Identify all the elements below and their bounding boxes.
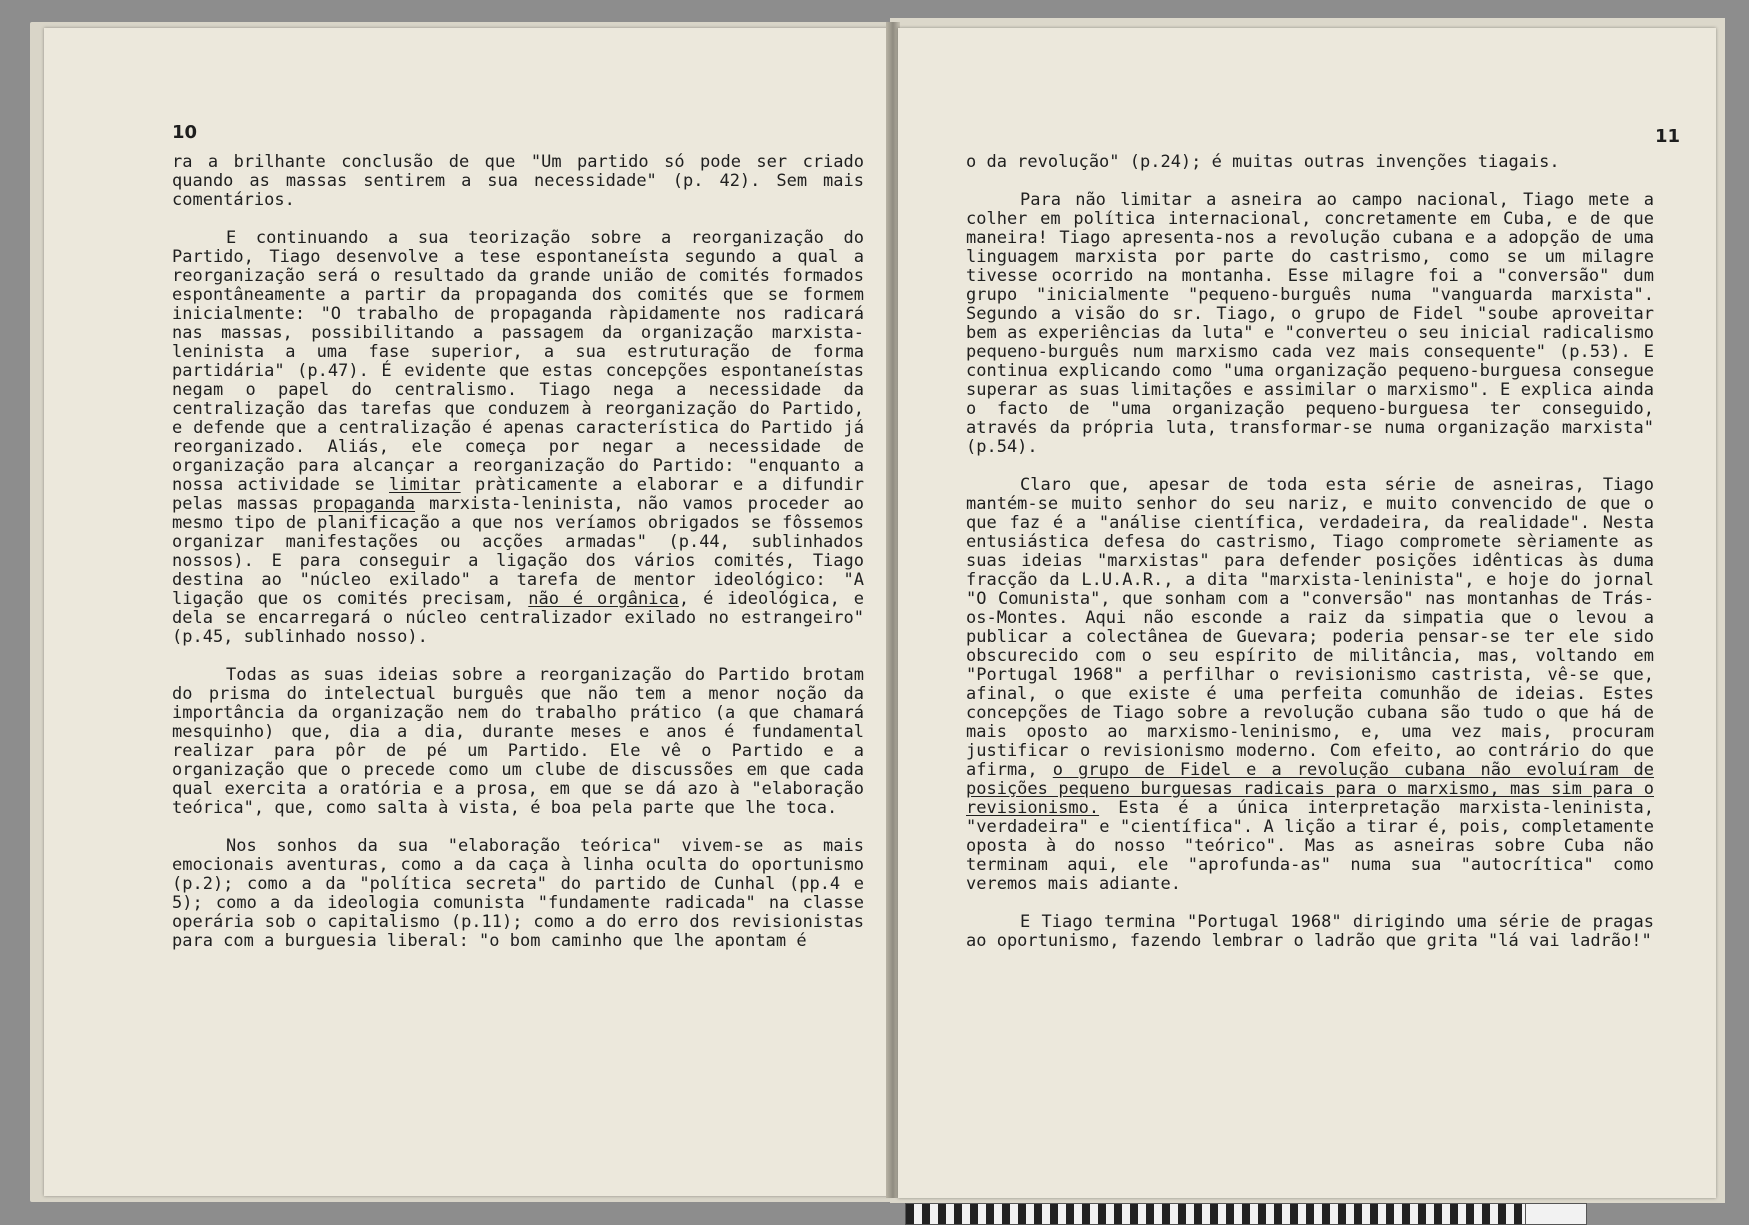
text-run: Todas as suas ideias sobre a reorganização do Partido brotam do prisma do intelectual burguês que não tem a menor noção da importância da organização nem do trabalho prático (a que chamará mesquinho) que, dia a dia, durante meses e anos é fundamental realizar para pôr de pé um Partido. Ele vê o Partido e a organização que o precede como um clube de discussões em que cada qual exercita a oratória e a prosa, em que se dá azo à "elaboração teórica", que, como salta à vista, é boa pela parte que lhe toca. [172,665,864,818]
left-page [44,28,892,1196]
text-run: Para não limitar a asneira ao campo nacional, Tiago mete a colher em política internacional, concretamente em Cuba, e de que maneira! Tiago apresenta-nos a revolução cubana e a adopção de uma linguagem marxista por parte do castrismo, como se um milagre tivesse ocorrido na montanha. Esse milagre foi a "conversão" dum grupo "inicialmente "pequeno-burguês numa "vanguarda marxista". Segundo a visão do sr. Tiago, o grupo de Fidel "soube aproveitar bem as experiências da luta" e "converteu o seu inicial radicalismo pequeno-burguês num marxismo cada vez mais consequente" (p.53). E continua explicando como "uma organização pequeno-burguesa consegue superar as suas limitações e assimilar o marxismo". E explica ainda o facto de "uma organização pequeno-burguesa ter conseguido, através da própria luta, transformar-se numa organização marxista" (p.54). [966,190,1654,457]
underlined-text: limitar [389,475,461,495]
page-number-right: 11 [1654,126,1680,147]
text-run: o da revolução" (p.24); é muitas outras invenções tiagais. [966,152,1560,172]
underlined-text: o grupo de Fidel e a revolução cubana não evoluíram de posições pequeno burguesas radicais para o marxismo, mas sim para o revisionismo. [966,760,1654,818]
paragraph [966,191,1654,457]
underlined-text: propaganda [312,494,416,514]
text-run: Nos sonhos da sua "elaboração teórica" vivem-se as mais emocionais aventuras, como a da caça à linha oculta do oportunismo (p.2); como a da "política secreta" do partido de Cunhal (pp.4 e 5); como a da ideologia comunista "fundamente radicada" na classe operária sob o capitalismo (p.11); como a do erro dos revisionistas para com a burguesia liberal: "o bom caminho que lhe apontam é [172,836,864,951]
scale-ruler [905,1203,1527,1225]
text-run: marxista-leninista, não vamos proceder ao mesmo tipo de planificação a que nos veríamos obrigados se fôssemos organizar manifestações ou acções armadas" (p.44, sublinhados nossos). E para conseguir a ligação dos vários comités, Tiago destina ao "núcleo exilado" a tarefa de mentor ideológico: "A ligação que os comités precisam, [172,494,864,609]
scale-ruler-end [1525,1203,1587,1225]
paragraph [172,153,864,210]
paragraph [966,153,1654,172]
left-page-text [172,153,864,951]
text-run: Esta é a única interpretação marxista-leninista, "verdadeira" e "científica". A lição a tirar é, pois, completamente oposta à do nosso "teórico". Mas as asneiras sobre Cuba não terminam aqui, ele "aprofunda-as" numa sua "autocrítica" como veremos mais adiante. [966,798,1654,894]
paragraph [172,229,864,647]
paragraph [966,913,1654,951]
right-page-text [966,153,1654,951]
text-run: , é ideológica, e dela se encarregará o núcleo centralizador exilado no estrangeiro" (p.45, sublinhado nosso). [172,589,864,647]
underlined-text: não é orgânica [528,589,679,609]
page-number-left: 10 [172,122,198,143]
text-run: E Tiago termina "Portugal 1968" dirigindo uma série de pragas ao oportunismo, fazendo lembrar o ladrão que grita "lá vai ladrão!" [966,912,1654,951]
right-page [898,28,1716,1198]
text-run: ra a brilhante conclusão de que "Um partido só pode ser criado quando as massas sentirem a sua necessidade" (p. 42). Sem mais comentários. [172,152,864,210]
paragraph [172,666,864,818]
text-run: Claro que, apesar de toda esta série de asneiras, Tiago mantém-se muito senhor do seu nariz, e muito convencido de que o que faz é a "análise científica, verdadeira, da realidade". Nesta entusiástica defesa do castrismo, Tiago compromete sèriamente as suas ideias "marxistas" para defender posições idênticas às duma fracção da L.U.A.R., a dita "marxista-leninista", e hoje do jornal "O Comunista", que sonham com a "conversão" nas montanhas de Trás-os-Montes. Aqui não esconde a raiz da simpatia que o levou a publicar a colectânea de Guevara; poderia pensar-se ter ele sido obscurecido com o seu espírito de militância, mas, voltando em "Portugal 1968" a perfilhar o revisionismo castrista, vê-se que, afinal, o que existe é uma perfeita comunhão de ideias. Estes concepções de Tiago sobre a revolução cubana são tudo o que há de mais oposto ao marxismo-leninismo, e, uma vez mais, procuram justificar o revisionismo moderno. Com efeito, ao contrário do que afirma, [966,475,1654,780]
paragraph [172,837,864,951]
paragraph [966,476,1654,894]
text-run: pràticamente a elaborar e a difundir pelas massas [172,475,864,514]
text-run: E continuando a sua teorização sobre a reorganização do Partido, Tiago desenvolve a tese espontaneísta segundo a qual a reorganização será o resultado da grande união de comités formados espontâneamente a partir da propaganda dos comités que se formem inicialmente: "O trabalho de propaganda ràpidamente nos radicará nas massas, possibilitando a passagem da organização marxista-leninista a uma fase superior, a sua estruturação de forma partidária" (p.47). É evidente que estas concepções espontaneístas negam o papel do centralismo. Tiago nega a necessidade da centralização das tarefas que conduzem à reorganização do Partido, e defende que a centralização é apenas característica do Partido já reorganizado. Aliás, ele começa por negar a necessidade de organização para alcançar a reorganização do Partido: "enquanto a nossa actividade se [172,228,864,495]
